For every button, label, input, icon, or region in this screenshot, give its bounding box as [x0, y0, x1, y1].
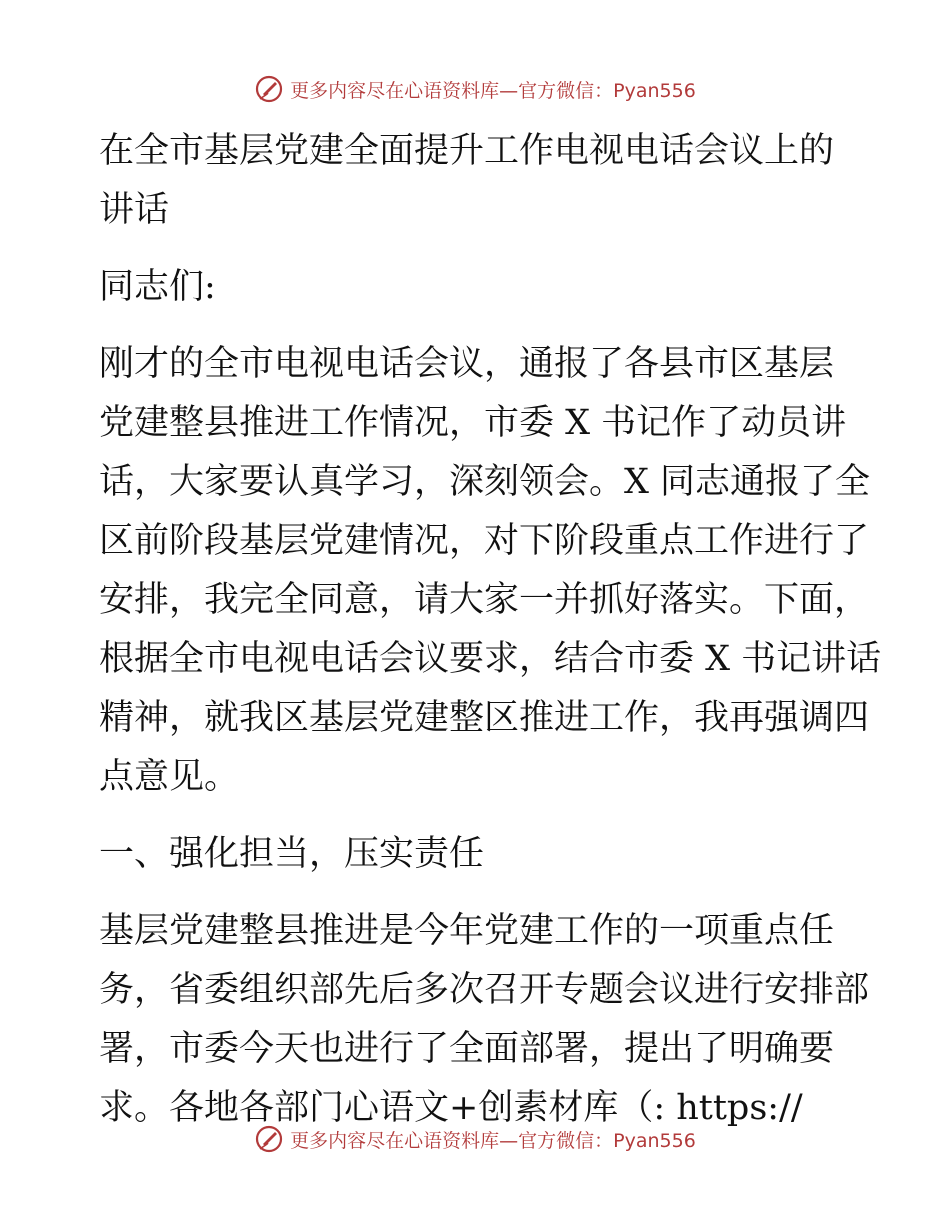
quill-seal-icon — [254, 1124, 284, 1154]
section-heading-1: 一、强化担当，压实责任 — [99, 834, 485, 874]
paragraph-1-line: 话，大家要认真学习，深刻领会。X 同志通报了全 — [99, 462, 871, 502]
paragraph-2-line: 求。各地各部门心语文+创素材库（: https:// — [99, 1088, 803, 1128]
paragraph-2-line: 基层党建整县推进是今年党建工作的一项重点任 — [99, 911, 835, 951]
paragraph-1-line: 精神，就我区基层党建整区推进工作，我再强调四 — [99, 698, 870, 738]
document-title-line-1: 在全市基层党建全面提升工作电视电话会议上的 — [99, 131, 835, 171]
paragraph-1-line: 点意见。 — [99, 757, 240, 797]
banner-text: 更多内容尽在心语资料库—官方微信：Pyan556 — [290, 79, 696, 102]
paragraph-1-line: 党建整县推进工作情况，市委 X 书记作了动员讲 — [99, 403, 847, 443]
footer-watermark-banner — [0, 1124, 950, 1154]
paragraph-2-line: 务，省委组织部先后多次召开专题会议进行安排部 — [99, 970, 870, 1010]
document-body — [99, 122, 882, 1138]
paragraph-1-line: 根据全市电视电话会议要求，结合市委 X 书记讲话 — [99, 639, 882, 679]
paragraph-2-line: 署，市委今天也进行了全面部署，提出了明确要 — [99, 1029, 835, 1069]
quill-seal-icon — [254, 74, 284, 104]
paragraph-1-line: 安排，我完全同意，请大家一并抓好落实。下面， — [99, 580, 870, 620]
paragraph-1-line: 区前阶段基层党建情况，对下阶段重点工作进行了 — [99, 521, 870, 561]
paragraph-1-line: 刚才的全市电视电话会议，通报了各县市区基层 — [99, 344, 835, 384]
banner-text: 更多内容尽在心语资料库—官方微信：Pyan556 — [290, 1129, 696, 1152]
header-watermark-banner — [0, 74, 950, 104]
salutation: 同志们: — [99, 267, 216, 307]
document-title-line-2: 讲话 — [99, 190, 170, 230]
